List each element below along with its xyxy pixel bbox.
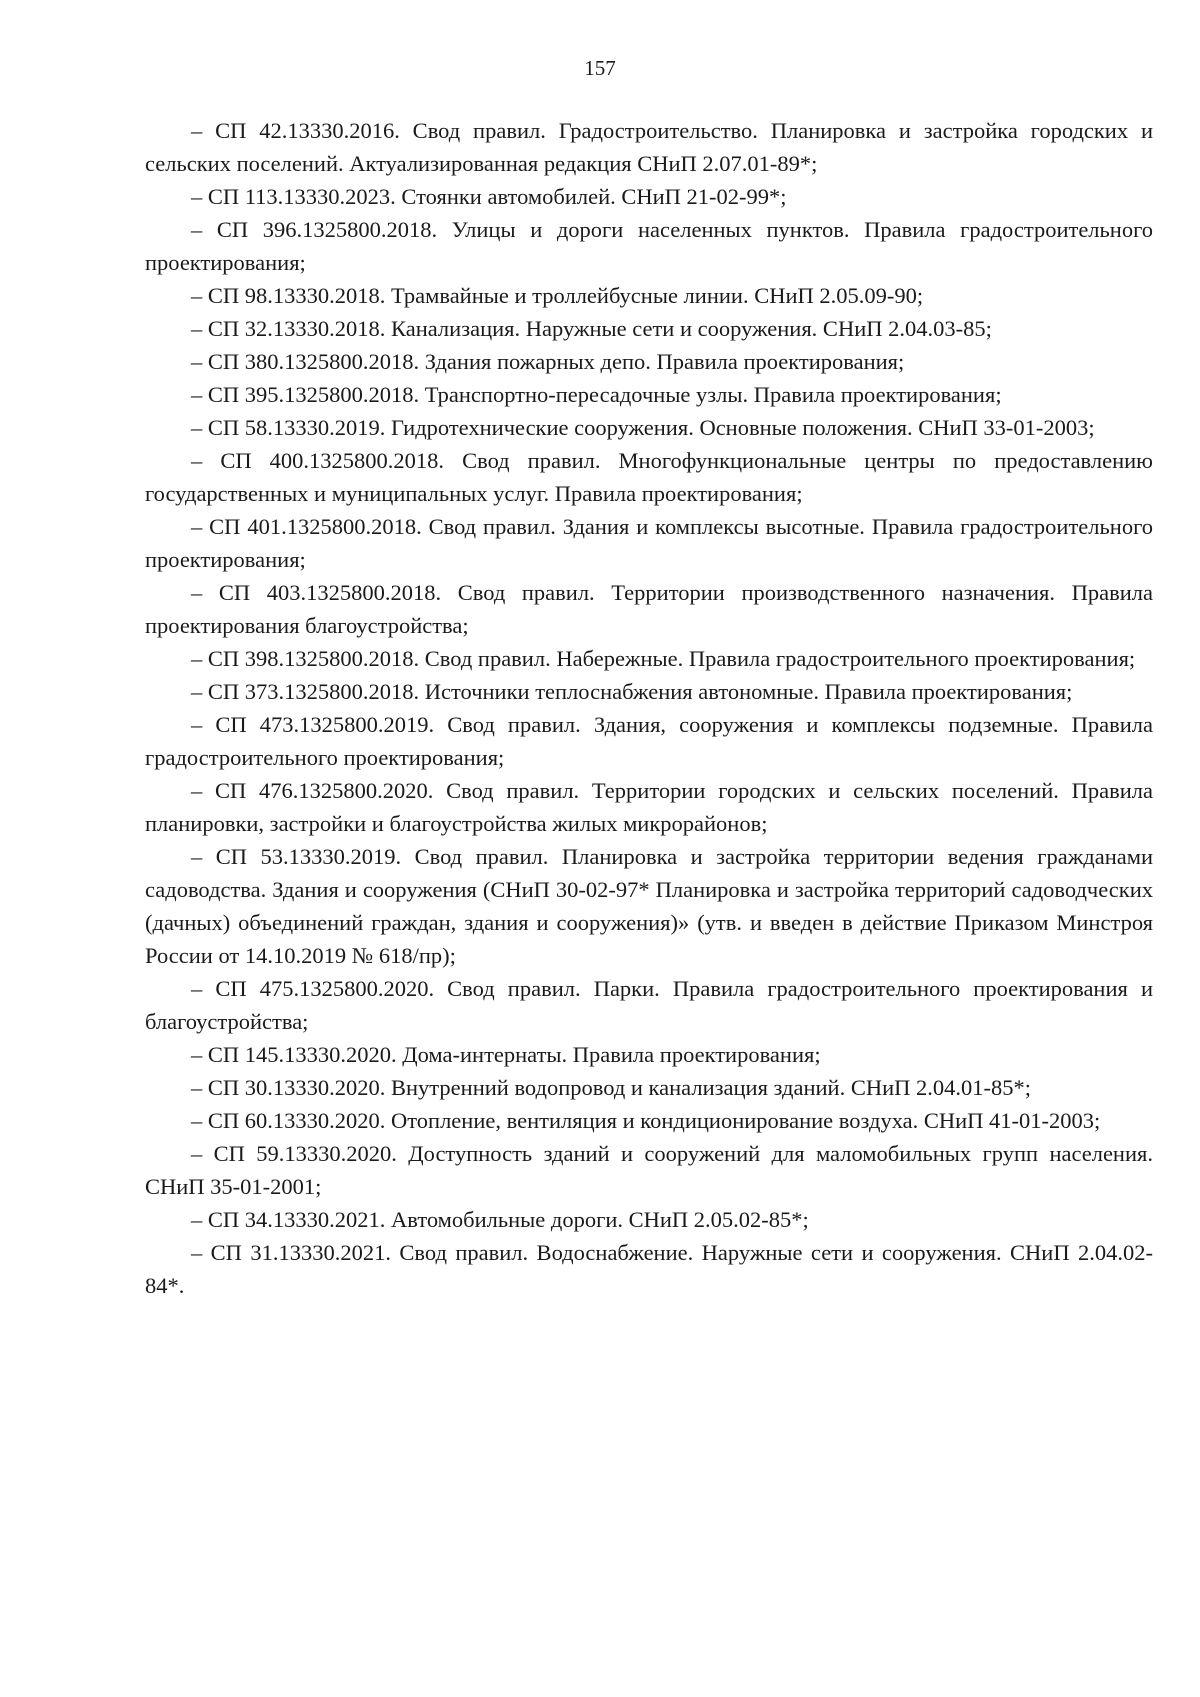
list-item: – СП 373.1325800.2018. Источники теплоснабжения автономные. Правила проектирования; xyxy=(191,679,1073,704)
list-item: – СП 395.1325800.2018. Транспортно-пересадочные узлы. Правила проектирования; xyxy=(191,382,1002,407)
list-item: – СП 58.13330.2019. Гидротехнические сооружения. Основные положения. СНиП 33-01-2003; xyxy=(191,415,1095,440)
list-item: – СП 59.13330.2020. Доступность зданий и сооружений для маломобильных групп населения. СНиП 35-01-2001; xyxy=(145,1141,1153,1199)
list-item: – СП 380.1325800.2018. Здания пожарных депо. Правила проектирования; xyxy=(191,349,905,374)
list-item: – СП 98.13330.2018. Трамвайные и троллейбусные линии. СНиП 2.05.09-90; xyxy=(191,283,924,308)
list-item: – СП 42.13330.2016. Свод правил. Градостроительство. Планировка и застройка городских и сельских поселений. Актуализированная редакция СНиП 2.07.01-89*; xyxy=(145,118,1153,176)
list-item: – СП 476.1325800.2020. Свод правил. Территории городских и сельских поселений. Правила планировки, застройки и благоустройства жилых микрорайонов; xyxy=(145,778,1153,836)
list-item: – СП 473.1325800.2019. Свод правил. Здания, сооружения и комплексы подземные. Правила градостроительного проектирования; xyxy=(145,712,1153,770)
list-item: – СП 401.1325800.2018. Свод правил. Здания и комплексы высотные. Правила градостроительного проектирования; xyxy=(145,514,1153,572)
list-item: – СП 60.13330.2020. Отопление, вентиляция и кондиционирование воздуха. СНиП 41-01-2003; xyxy=(191,1108,1101,1133)
standards-list xyxy=(145,114,1153,1302)
page-number: 157 xyxy=(584,56,616,80)
list-item: – СП 400.1325800.2018. Свод правил. Многофункциональные центры по предоставлению государственных и муниципальных услуг. Правила проектирования; xyxy=(145,448,1153,506)
list-item: – СП 396.1325800.2018. Улицы и дороги населенных пунктов. Правила градостроительного проектирования; xyxy=(145,217,1153,275)
list-item: – СП 398.1325800.2018. Свод правил. Набережные. Правила градостроительного проектирования; xyxy=(191,646,1136,671)
list-item: – СП 403.1325800.2018. Свод правил. Территории производственного назначения. Правила проектирования благоустройства; xyxy=(145,580,1153,638)
list-item: – СП 145.13330.2020. Дома-интернаты. Правила проектирования; xyxy=(191,1042,821,1067)
list-item: – СП 53.13330.2019. Свод правил. Планировка и застройка территории ведения гражданами садоводства. Здания и сооружения (СНиП 30-02-97* Планировка и застройка территорий садоводческих (дачных) объединений граждан, здания и сооружения)» (утв. и введен в действие Приказом Минстроя России от 14.10.2019 № 618/пр); xyxy=(145,844,1153,968)
list-item: – СП 32.13330.2018. Канализация. Наружные сети и сооружения. СНиП 2.04.03-85; xyxy=(191,316,992,341)
list-item: – СП 113.13330.2023. Стоянки автомобилей. СНиП 21-02-99*; xyxy=(191,184,787,209)
list-item: – СП 30.13330.2020. Внутренний водопровод и канализация зданий. СНиП 2.04.01-85*; xyxy=(191,1075,1032,1100)
list-item: – СП 31.13330.2021. Свод правил. Водоснабжение. Наружные сети и сооружения. СНиП 2.04.02-84*. xyxy=(145,1240,1153,1298)
list-item: – СП 475.1325800.2020. Свод правил. Парки. Правила градостроительного проектирования и благоустройства; xyxy=(145,976,1153,1034)
list-item: – СП 34.13330.2021. Автомобильные дороги. СНиП 2.05.02-85*; xyxy=(191,1207,809,1232)
